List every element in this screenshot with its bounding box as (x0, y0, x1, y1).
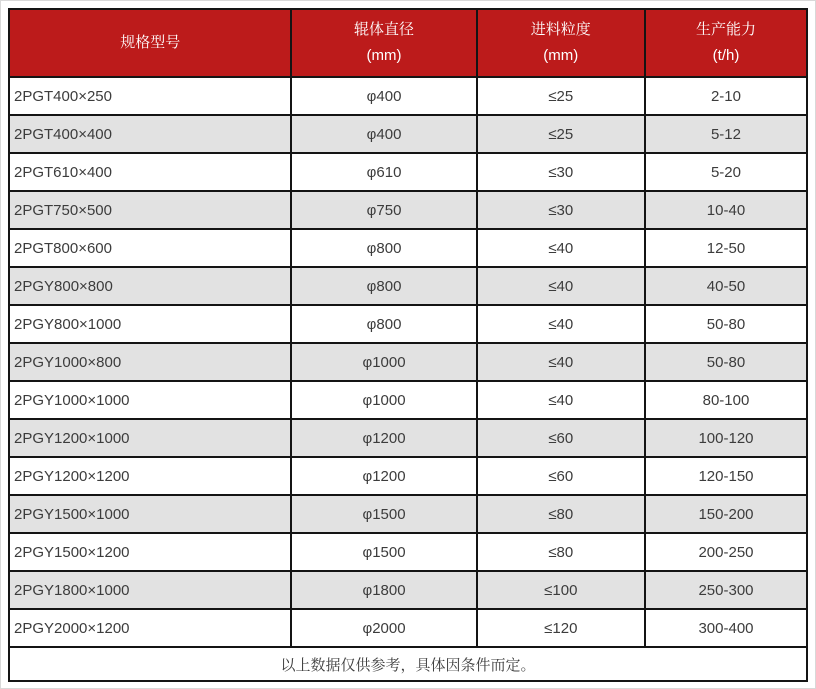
table-cell: 2-10 (645, 77, 807, 115)
table-cell: φ1200 (291, 419, 476, 457)
table-cell: ≤30 (477, 153, 645, 191)
table-cell: 250-300 (645, 571, 807, 609)
spec-table (8, 8, 808, 682)
table-body (9, 77, 807, 647)
table-row (9, 115, 807, 153)
table-row (9, 495, 807, 533)
table-cell: φ800 (291, 229, 476, 267)
table-cell: 2PGT750×500 (9, 191, 291, 229)
table-cell: 2PGY1500×1000 (9, 495, 291, 533)
table-cell: 80-100 (645, 381, 807, 419)
table-row (9, 343, 807, 381)
column-header (9, 9, 291, 77)
table-cell: 2PGY800×800 (9, 267, 291, 305)
table-header (9, 9, 807, 77)
table-cell: 2PGT800×600 (9, 229, 291, 267)
table-cell: 50-80 (645, 305, 807, 343)
table-cell: ≤120 (477, 609, 645, 647)
table-cell: 2PGY1000×800 (9, 343, 291, 381)
table-cell: 200-250 (645, 533, 807, 571)
table-cell: 5-20 (645, 153, 807, 191)
table-cell: 12-50 (645, 229, 807, 267)
table-cell: 2PGY2000×1200 (9, 609, 291, 647)
column-header-unit: (t/h) (712, 47, 740, 64)
column-header-label: 规格型号 (120, 34, 181, 51)
table-row (9, 419, 807, 457)
table-row (9, 229, 807, 267)
table-cell: 120-150 (645, 457, 807, 495)
table-cell: φ1800 (291, 571, 476, 609)
table-footer (9, 647, 807, 681)
table-cell: ≤60 (477, 457, 645, 495)
table-row (9, 305, 807, 343)
footnote-text: 以上数据仅供参考，具体因条件而定。 (9, 647, 807, 681)
table-cell: 2PGY1200×1200 (9, 457, 291, 495)
table-cell: ≤60 (477, 419, 645, 457)
table-cell: 5-12 (645, 115, 807, 153)
table-cell: 2PGT400×250 (9, 77, 291, 115)
table-cell: φ2000 (291, 609, 476, 647)
table-cell: φ610 (291, 153, 476, 191)
column-header-label: 辊体直径 (354, 21, 415, 38)
table-row (9, 153, 807, 191)
table-cell: φ400 (291, 115, 476, 153)
table-cell: 100-120 (645, 419, 807, 457)
table-row (9, 457, 807, 495)
table-cell: ≤40 (477, 229, 645, 267)
table-row (9, 77, 807, 115)
header-row (9, 9, 807, 77)
table-cell: φ800 (291, 267, 476, 305)
table-cell: ≤40 (477, 381, 645, 419)
column-header (291, 9, 476, 77)
table-cell: ≤80 (477, 533, 645, 571)
column-header-label: 进料粒度 (530, 21, 591, 38)
table-row (9, 571, 807, 609)
table-cell: 10-40 (645, 191, 807, 229)
table-cell: 2PGT610×400 (9, 153, 291, 191)
table-cell: 300-400 (645, 609, 807, 647)
table-row (9, 381, 807, 419)
table-cell: φ1000 (291, 381, 476, 419)
column-header (645, 9, 807, 77)
table-cell: 2PGY800×1000 (9, 305, 291, 343)
table-cell: φ1500 (291, 495, 476, 533)
table-cell: ≤25 (477, 115, 645, 153)
table-cell: ≤40 (477, 305, 645, 343)
table-cell: ≤30 (477, 191, 645, 229)
table-cell: 2PGY1500×1200 (9, 533, 291, 571)
table-cell: 2PGY1800×1000 (9, 571, 291, 609)
table-cell: 40-50 (645, 267, 807, 305)
table-row (9, 609, 807, 647)
table-cell: φ400 (291, 77, 476, 115)
column-header-unit: (mm) (366, 47, 402, 64)
table-row (9, 533, 807, 571)
table-cell: 2PGY1200×1000 (9, 419, 291, 457)
column-header (477, 9, 645, 77)
table-cell: ≤40 (477, 343, 645, 381)
table-cell: φ750 (291, 191, 476, 229)
table-cell: 50-80 (645, 343, 807, 381)
footnote-row (9, 647, 807, 681)
table-cell: φ1200 (291, 457, 476, 495)
table-cell: ≤40 (477, 267, 645, 305)
table-cell: ≤25 (477, 77, 645, 115)
table-cell: φ800 (291, 305, 476, 343)
table-cell: ≤100 (477, 571, 645, 609)
table-cell: 2PGY1000×1000 (9, 381, 291, 419)
table-row (9, 267, 807, 305)
table-cell: φ1000 (291, 343, 476, 381)
column-header-label: 生产能力 (695, 21, 756, 38)
table-cell: ≤80 (477, 495, 645, 533)
table-cell: φ1500 (291, 533, 476, 571)
table-cell: 150-200 (645, 495, 807, 533)
column-header-unit: (mm) (543, 47, 579, 64)
table-row (9, 191, 807, 229)
table-cell: 2PGT400×400 (9, 115, 291, 153)
